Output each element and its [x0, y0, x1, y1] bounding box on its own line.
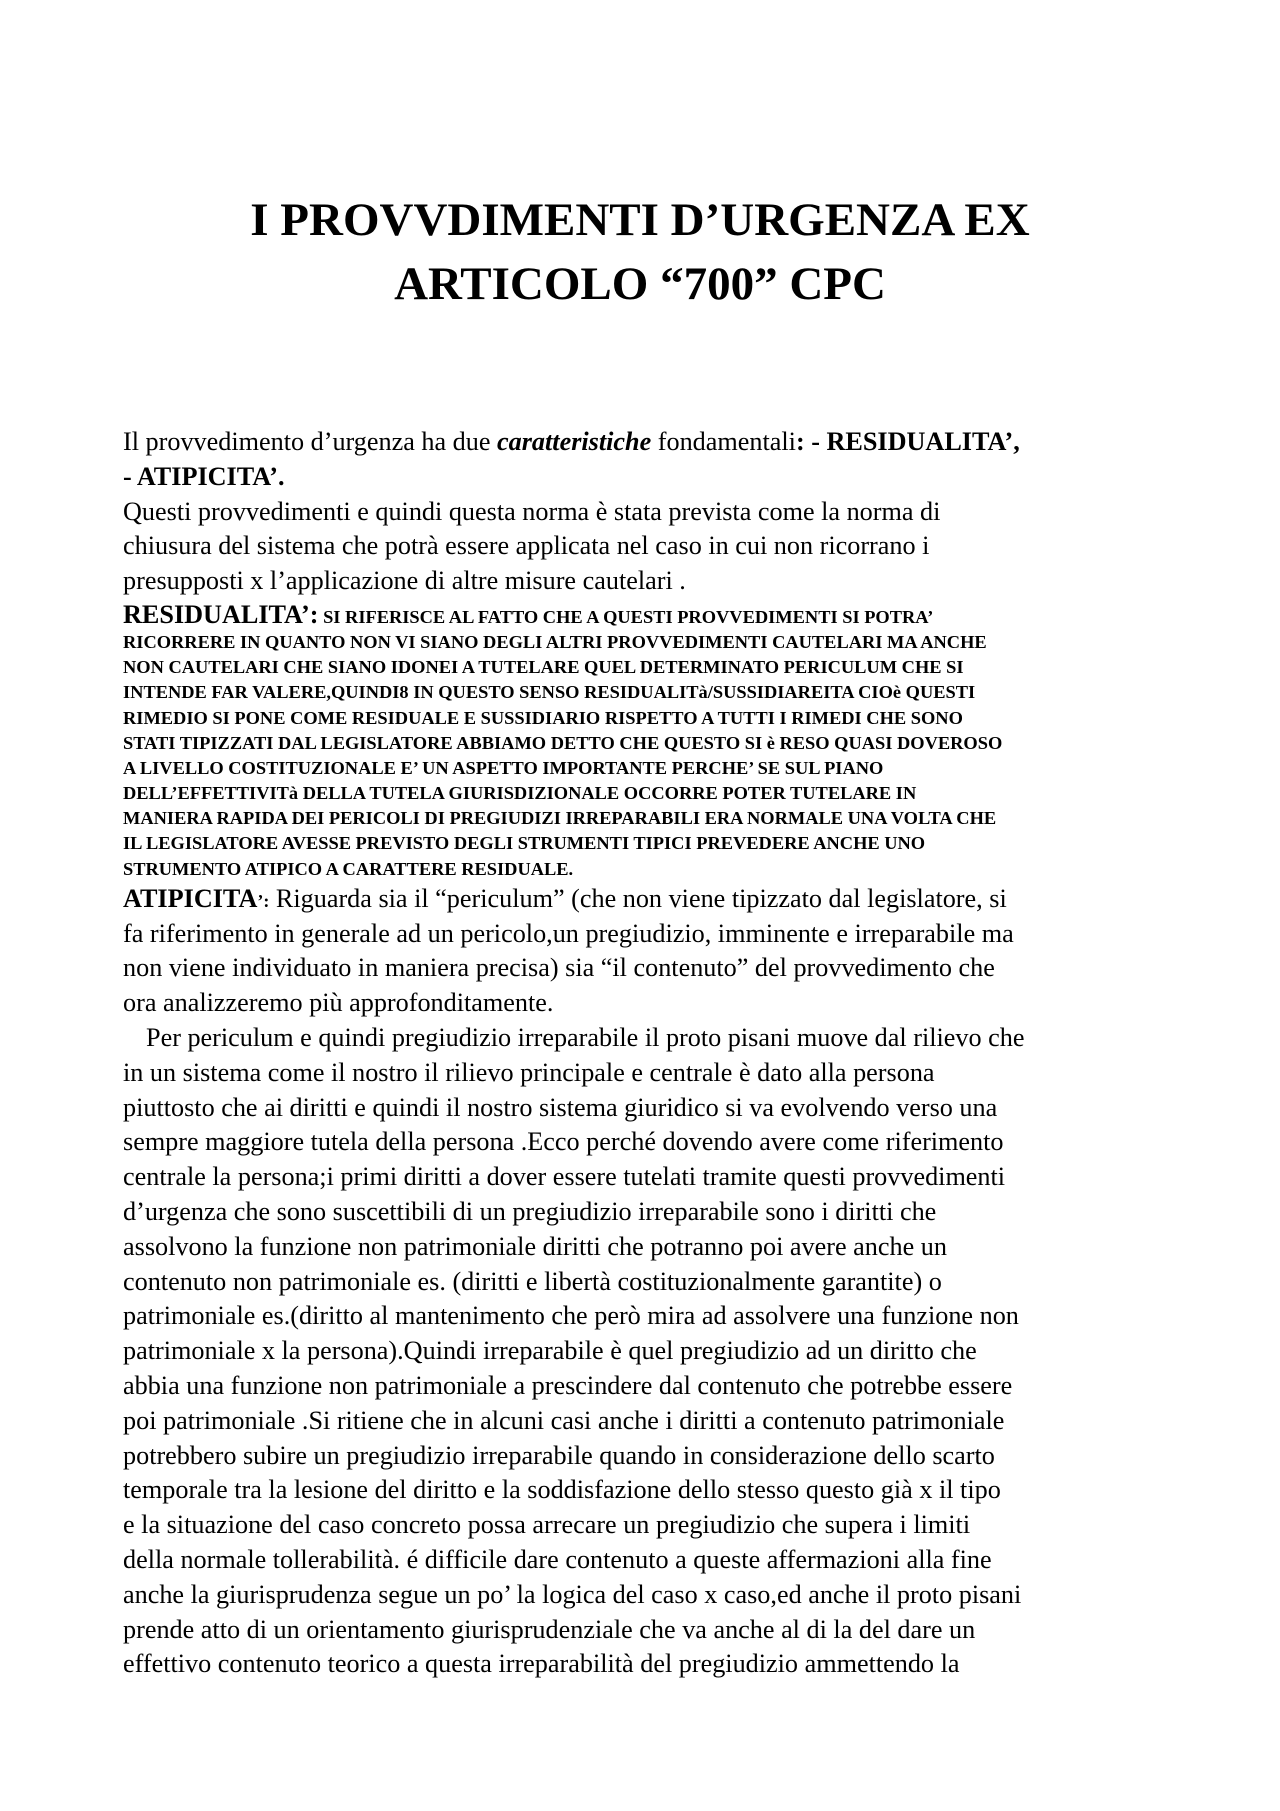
residualita-line: STATI TIPIZZATI DAL LEGISLATORE ABBIAMO DETTO CHE QUESTO SI è RESO QUASI DOVEROSO [123, 732, 1003, 753]
residualita-line: RICORRERE IN QUANTO NON VI SIANO DEGLI ALTRI PROVVEDIMENTI CAUTELARI MA ANCHE [123, 631, 987, 652]
residualita-heading: RESIDUALITA’: [123, 599, 319, 629]
residualita-line: MANIERA RAPIDA DEI PERICOLI DI PREGIUDIZI IRREPARABILI ERA NORMALE UNA VOLTA CHE [123, 808, 997, 829]
intro-line-1 [123, 425, 1183, 460]
residualita-paragraph [123, 630, 1183, 882]
list-residualita: : - RESIDUALITA’, [795, 427, 1020, 456]
title-line-2: ARTICOLO “700” CPC [394, 258, 886, 310]
residualita-line: INTENDE FAR VALERE,QUINDI8 IN QUESTO SENSO RESIDUALITà/SUSSIDIAREITA CIOè QUESTI [123, 682, 976, 703]
intro-text: Il provvedimento d’urgenza ha due [123, 427, 498, 456]
document-body [123, 425, 1183, 1682]
periculum-line: contenuto non patrimoniale es. (diritti e libertà costituzionalmente garantite) o [123, 1266, 942, 1296]
atipicita-line: non viene individuato in maniera precisa) sia “il contenuto” del provvedimento che [123, 953, 995, 983]
atipicita-line: fa riferimento in generale ad un pericolo,un pregiudizio, imminente e irreparabile ma [123, 918, 1014, 948]
residualita-first-line [123, 599, 1183, 630]
atipicita-heading: ATIPICITA [123, 883, 258, 913]
intro-line-4: chiusura del sistema che potrà essere applicata nel caso in cui non ricorrano i [123, 531, 930, 561]
residualita-text: SI RIFERISCE AL FATTO CHE A QUESTI PROVVEDIMENTI SI POTRA’ [318, 606, 934, 627]
periculum-line: patrimoniale es.(diritto al mantenimento che però mira ad assolvere una funzione non [123, 1301, 1019, 1331]
intro-line-5: presupposti x l’applicazione di altre misure cautelari . [123, 566, 686, 596]
periculum-line: d’urgenza che sono suscettibili di un pregiudizio irreparabile sono i diritti che [123, 1197, 937, 1227]
residualita-line: DELL’EFFETTIVITà DELLA TUTELA GIURISDIZIONALE OCCORRE POTER TUTELARE IN [123, 783, 917, 804]
periculum-line: e la situazione del caso concreto possa arrecare un pregiudizio che supera i limiti [123, 1510, 971, 1540]
atipicita-line: ora analizzeremo più approfonditamente. [123, 988, 554, 1018]
residualita-line: IL LEGISLATORE AVESSE PREVISTO DEGLI STRUMENTI TIPICI PREVEDERE ANCHE UNO [123, 833, 926, 854]
periculum-line: Per periculum e quindi pregiudizio irreparabile il proto pisani muove dal rilievo che [146, 1023, 1025, 1053]
periculum-line: della normale tollerabilità. é difficile dare contenuto a queste affermazioni alla fine [123, 1545, 992, 1574]
periculum-line: anche la giurisprudenza segue un po’ la logica del caso x caso,ed anche il proto pisani [123, 1579, 1022, 1609]
residualita-line: NON CAUTELARI CHE SIANO IDONEI A TUTELARE QUEL DETERMINATO PERICULUM CHE SI [123, 657, 964, 678]
intro-line-2: - ATIPICITA’. [123, 461, 285, 491]
periculum-line: assolvono la funzione non patrimoniale diritti che potranno poi avere anche un [123, 1231, 947, 1261]
atipicita-heading-tail: ’: [257, 890, 270, 911]
residualita-line: A LIVELLO COSTITUZIONALE E’ UN ASPETTO IMPORTANTE PERCHE’ SE SUL PIANO [123, 757, 884, 778]
intro-text: fondamentali [651, 427, 796, 456]
periculum-line: prende atto di un orientamento giurisprudenziale che va anche al di la del dare un [123, 1614, 976, 1644]
emphasis-caratteristiche: caratteristiche [497, 427, 652, 456]
periculum-line: patrimoniale x la persona).Quindi irreparabile è quel pregiudizio ad un diritto che [123, 1336, 977, 1366]
atipicita-first-line [123, 882, 1183, 917]
periculum-line: potrebbero subire un pregiudizio irreparabile quando in considerazione dello scarto [123, 1440, 995, 1470]
periculum-line: centrale la persona;i primi diritti a dover essere tutelati tramite questi provvedimenti [123, 1162, 1006, 1192]
periculum-line: in un sistema come il nostro il rilievo principale e centrale è dato alla persona [123, 1057, 935, 1087]
periculum-line: effettivo contenuto teorico a questa irreparabilità del pregiudizio ammettendo la [123, 1649, 960, 1679]
periculum-line: temporale tra la lesione del diritto e la soddisfazione dello stesso questo già x il tipo [123, 1475, 1001, 1505]
periculum-line: piuttosto che ai diritti e quindi il nostro sistema giuridico si va evolvendo verso una [123, 1092, 998, 1122]
atipicita-text: Riguarda sia il “periculum” (che non viene tipizzato dal legislatore, si [269, 883, 1007, 913]
title-line-1: I PROVVDIMENTI D’URGENZA EX [250, 194, 1030, 246]
residualita-line: RIMEDIO SI PONE COME RESIDUALE E SUSSIDIARIO RISPETTO A TUTTI I RIMEDI CHE SONO [123, 707, 963, 728]
residualita-line: STRUMENTO ATIPICO A CARATTERE RESIDUALE. [123, 858, 574, 879]
periculum-line: sempre maggiore tutela della persona .Ecco perché dovendo avere come riferimento [123, 1127, 1004, 1157]
document-title [120, 188, 1160, 316]
intro-line-3: Questi provvedimenti e quindi questa norma è stata prevista come la norma di [123, 496, 941, 526]
periculum-line: abbia una funzione non patrimoniale a prescindere dal contenuto che potrebbe essere [123, 1371, 1013, 1401]
periculum-line: poi patrimoniale .Si ritiene che in alcuni casi anche i diritti a contenuto patrimoniale [123, 1405, 1005, 1435]
